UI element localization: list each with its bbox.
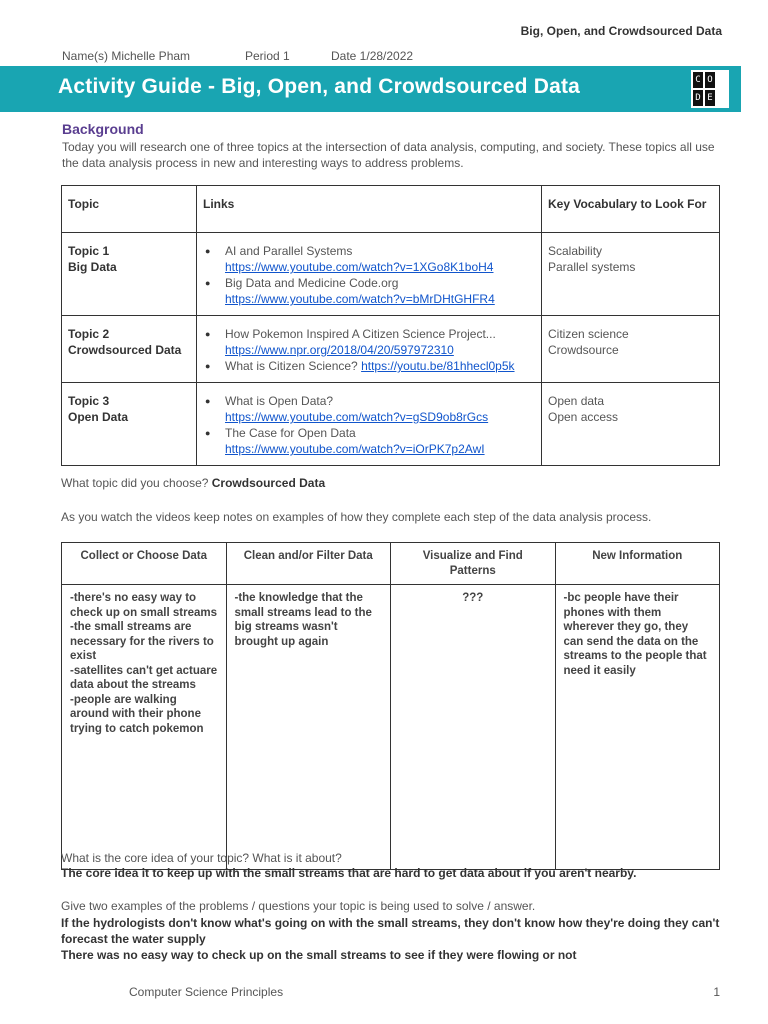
topic-number: Topic 2: [68, 327, 110, 341]
class-period: Period 1: [245, 49, 290, 63]
list-item: [225, 358, 535, 374]
vocab-term: Open data: [548, 394, 605, 408]
link-title: ● The Case for Open Data: [225, 426, 356, 440]
topic-number: Topic 1: [68, 244, 110, 258]
vocab-term: Parallel systems: [548, 260, 636, 274]
article-link[interactable]: https://www.npr.org/2018/04/20/597972310: [225, 343, 454, 357]
document-header-title: Big, Open, and Crowdsourced Data: [520, 24, 722, 38]
link-title: ● How Pokemon Inspired A Citizen Science Project...: [225, 327, 496, 341]
video-link[interactable]: https://www.youtube.com/watch?v=bMrDHtGHFR4: [225, 292, 495, 306]
topic-number: Topic 3: [68, 394, 110, 408]
topic-name: Crowdsourced Data: [68, 343, 182, 357]
topic-cell: [62, 233, 197, 316]
vocab-cell: [542, 383, 720, 466]
column-header-topic: Topic: [62, 186, 197, 233]
table-row: [62, 316, 720, 383]
vocab-term: Crowdsource: [548, 343, 619, 357]
clean-notes[interactable]: -the knowledge that the small streams lead to the big streams wasn't brought up again: [226, 585, 391, 870]
column-header-visualize: Visualize and Find Patterns: [391, 543, 556, 585]
table-header-row: [62, 543, 720, 585]
footer-course: Computer Science Principles: [129, 985, 284, 999]
vocab-term: Citizen science: [548, 327, 629, 341]
logo-letter: [717, 72, 727, 88]
core-idea-question: What is the core idea of your topic? What is it about?: [61, 851, 342, 865]
vocab-term: Scalability: [548, 244, 603, 258]
problem-answer: If the hydrologists don't know what's going on with the small streams, they don't know how they're doing they can't forecast the water supply: [61, 916, 720, 946]
chosen-topic-line: [61, 476, 325, 490]
data-process-table: [61, 542, 720, 870]
links-cell: [197, 383, 542, 466]
links-cell: [197, 316, 542, 383]
vocab-term: Open access: [548, 410, 619, 424]
column-header-clean: Clean and/or Filter Data: [226, 543, 391, 585]
topic-name: Big Data: [68, 260, 117, 274]
column-header-vocab: Key Vocabulary to Look For: [542, 186, 720, 233]
assignment-date: Date 1/28/2022: [331, 49, 414, 63]
topic-cell: [62, 383, 197, 466]
page-title: Activity Guide - Big, Open, and Crowdsourced Data: [58, 75, 581, 98]
table-row: [62, 585, 720, 870]
core-idea-answer[interactable]: The core idea it to keep up with the small streams that are hard to get data about if you aren't nearby.: [61, 866, 637, 880]
topic-cell: [62, 316, 197, 383]
vocab-cell: [542, 316, 720, 383]
logo-letter: C: [693, 72, 703, 88]
list-item: [225, 425, 535, 457]
student-name: Name(s) Michelle Pham: [62, 49, 191, 63]
list-item: [225, 275, 535, 307]
links-cell: [197, 233, 542, 316]
background-text: Today you will research one of three topics at the intersection of data analysis, computing, and society. These topics all use the data analysis process in new and interesting ways to address problems.: [62, 140, 715, 170]
link-title: ● Big Data and Medicine Code.org: [225, 276, 399, 290]
link-title: ● AI and Parallel Systems: [225, 244, 353, 258]
video-link[interactable]: https://youtu.be/81hhecl0p5k: [361, 359, 515, 373]
table-row: [62, 233, 720, 316]
logo-letter: O: [705, 72, 715, 88]
video-link[interactable]: https://www.youtube.com/watch?v=gSD9ob8rGcs: [225, 410, 489, 424]
student-info: [62, 49, 413, 63]
problems-question: Give two examples of the problems / questions your topic is being used to solve / answer.: [61, 899, 536, 913]
logo-letter: E: [705, 90, 715, 106]
video-link[interactable]: https://www.youtube.com/watch?v=iOrPK7p2AwI: [225, 442, 485, 456]
list-item: [225, 326, 535, 358]
title-banner: [0, 66, 741, 112]
logo-letter: [717, 90, 727, 106]
column-header-links: Links: [197, 186, 542, 233]
code-org-logo: [691, 70, 729, 108]
table-header-row: [62, 186, 720, 233]
list-item: [225, 393, 535, 425]
column-header-new-info: New Information: [555, 543, 720, 585]
topics-table: [61, 185, 720, 466]
problems-answers[interactable]: [61, 915, 729, 963]
notes-instruction: As you watch the videos keep notes on examples of how they complete each step of the data analysis process.: [61, 510, 652, 524]
visualize-notes[interactable]: ???: [391, 585, 556, 870]
collect-notes[interactable]: -there's no easy way to check up on small streams -the small streams are necessary for the rivers to exist -satellites can't get actuare data about the streams -people are walking around with their phone trying to catch pokemon: [62, 585, 227, 870]
video-link[interactable]: https://www.youtube.com/watch?v=1XGo8K1boH4: [225, 260, 494, 274]
chosen-topic-question: What topic did you choose?: [61, 476, 209, 490]
vocab-cell: [542, 233, 720, 316]
problem-answer: There was no easy way to check up on the small streams to see if they were flowing or not: [61, 948, 577, 962]
list-item: [225, 243, 535, 275]
link-title: ● What is Open Data?: [225, 394, 334, 408]
link-title: What is Citizen Science?: [225, 359, 358, 373]
new-info-notes[interactable]: -bc people have their phones with them wherever they go, they can send the data on the streams to the people that need it easily: [555, 585, 720, 870]
page-number: 1: [713, 985, 720, 999]
chosen-topic-answer[interactable]: Crowdsourced Data: [211, 476, 326, 490]
table-row: [62, 383, 720, 466]
logo-letter: D: [693, 90, 703, 106]
topic-name: Open Data: [68, 410, 129, 424]
column-header-collect: Collect or Choose Data: [62, 543, 227, 585]
background-heading: Background: [62, 121, 144, 137]
